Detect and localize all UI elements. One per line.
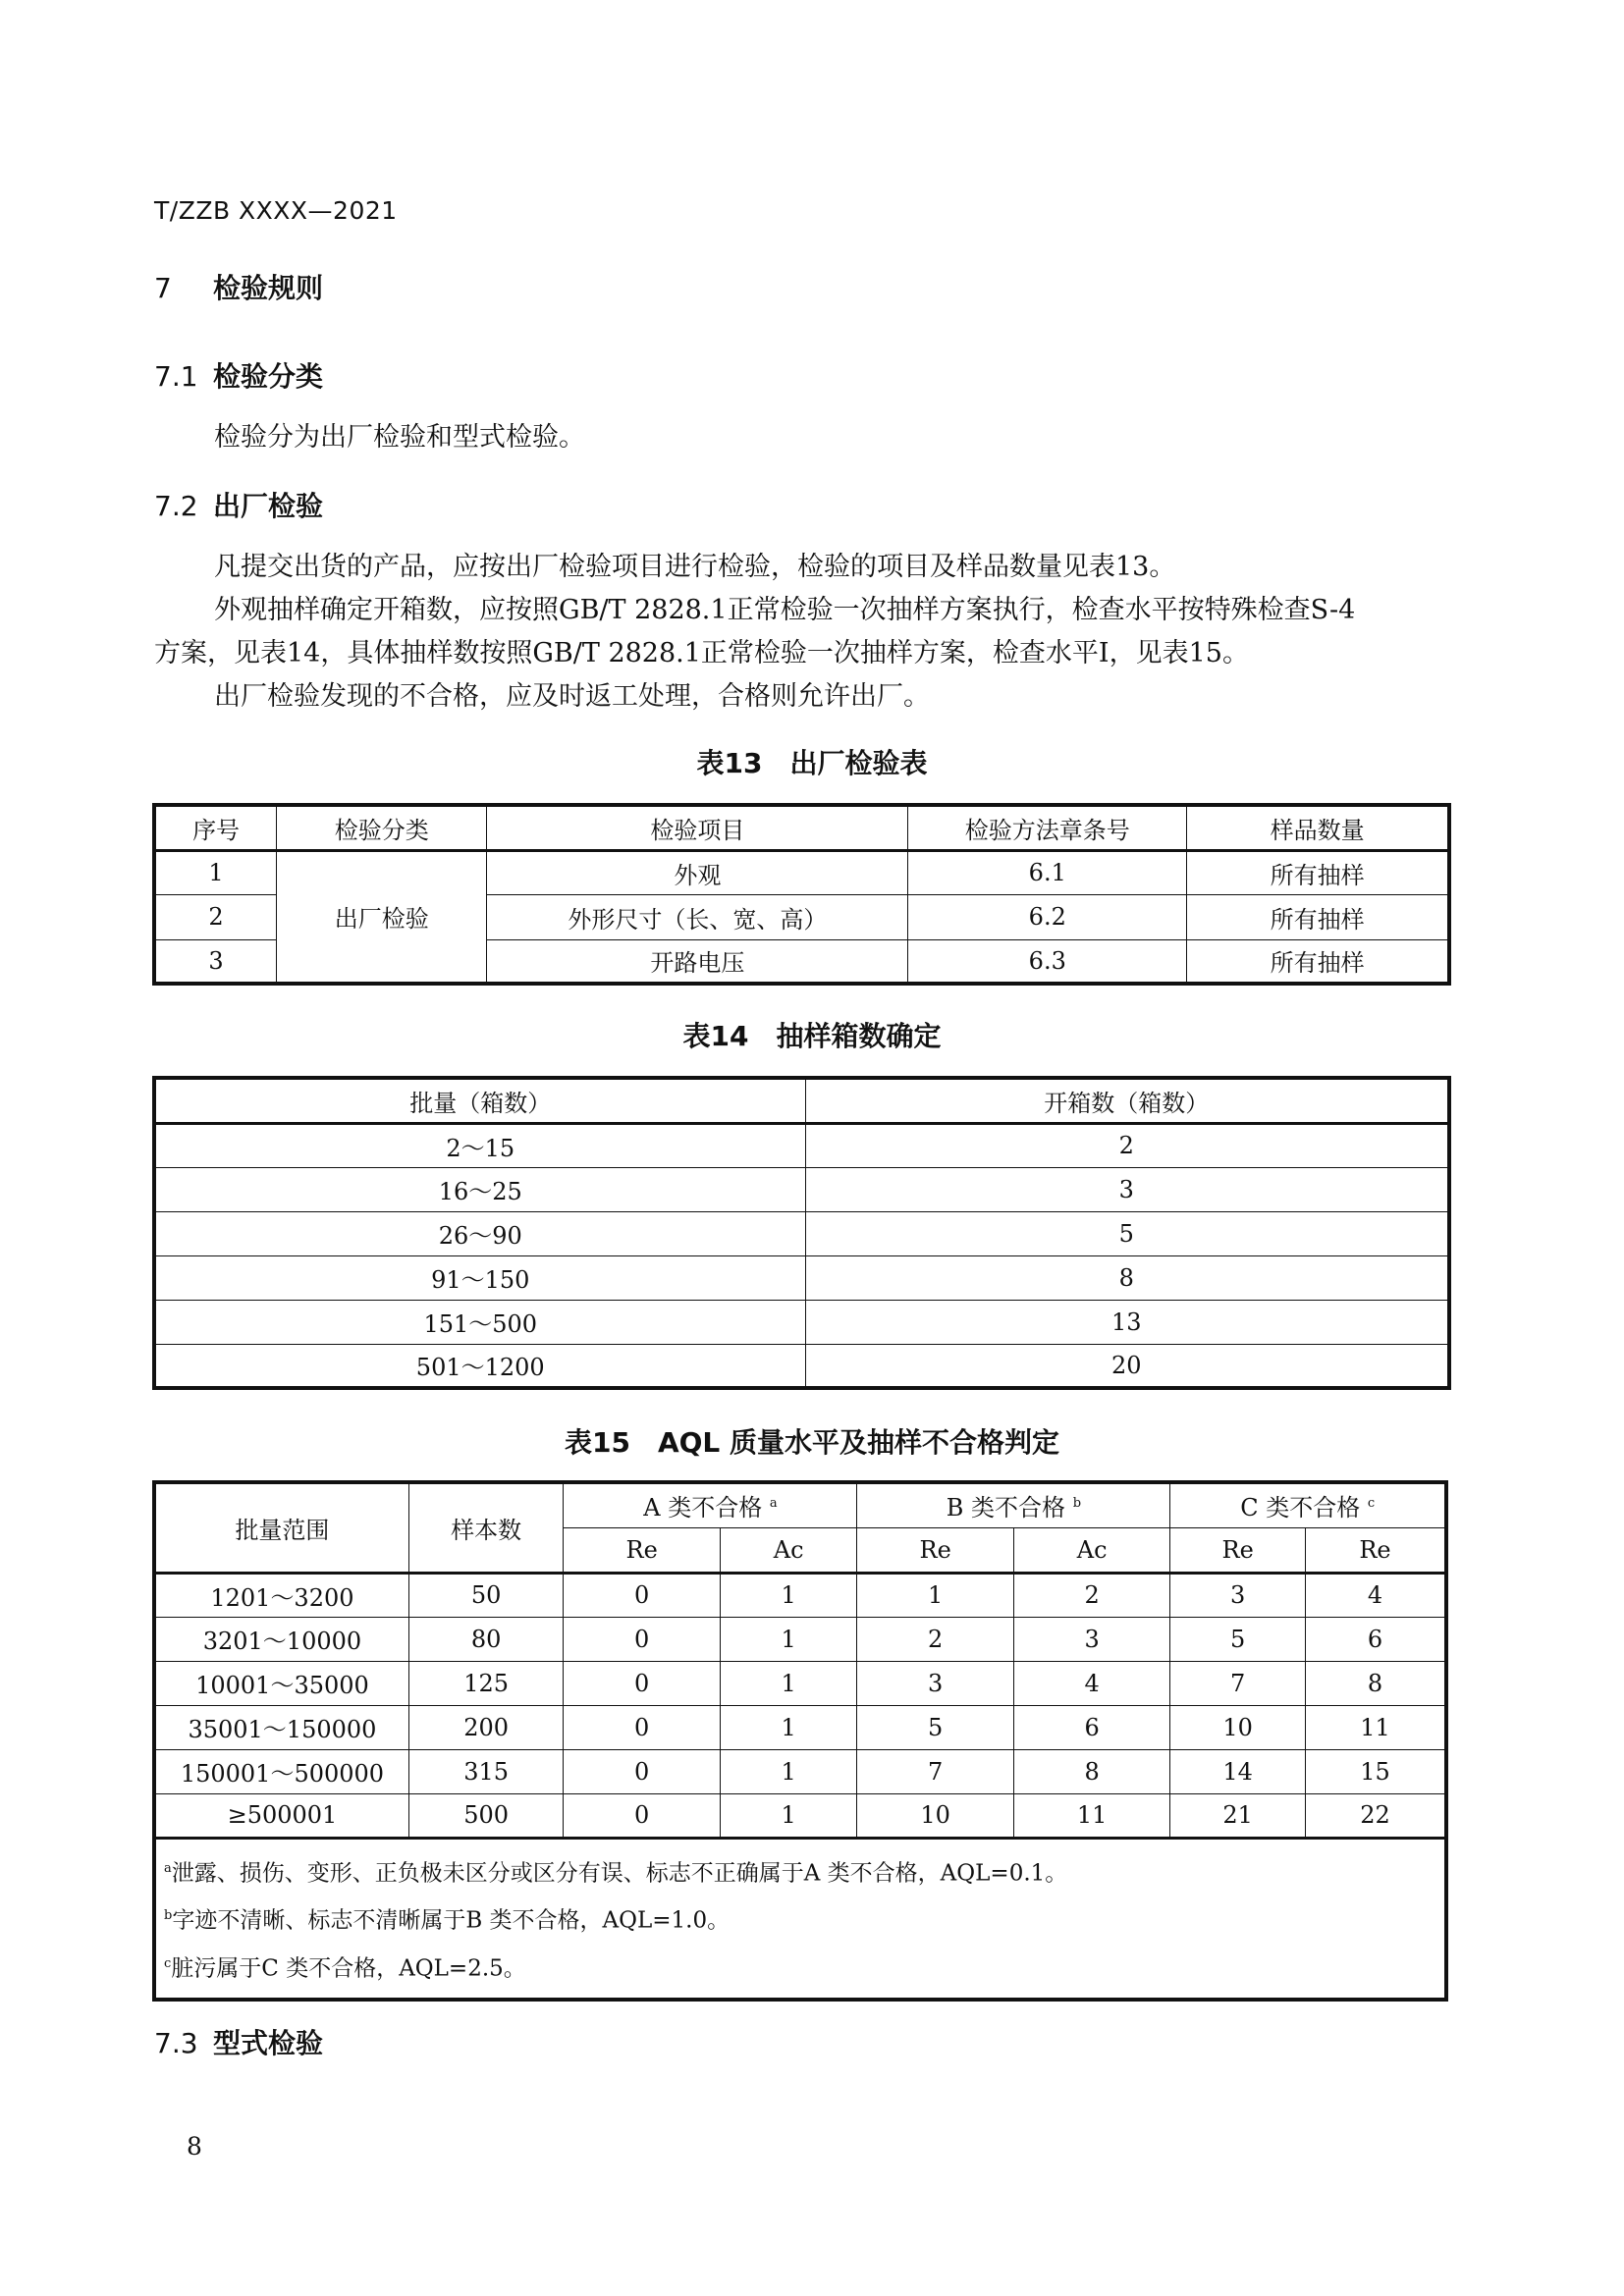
table-header-row — [154, 805, 1449, 850]
table-cell: 2 — [805, 1123, 1449, 1167]
section-number: 7.2 — [154, 490, 198, 522]
section-number: 7.1 — [154, 360, 198, 393]
table-cell: 3 — [154, 939, 277, 984]
section-7-1-heading — [154, 355, 323, 395]
table-cell: 16～25 — [154, 1167, 805, 1211]
note-text: 泄露、损伤、变形、正负极未区分或区分有误、标志不正确属于A 类不合格，AQL=0.1。 — [171, 1860, 1068, 1887]
section-7-2-paragraph-2-line-1: 外观抽样确定开箱数，应按照GB/T 2828.1正常检验一次抽样方案执行，检查水平按特殊检查S-4 — [214, 595, 1356, 625]
table-15-caption: 表15 AQL 质量水平及抽样不合格判定 — [564, 1426, 1060, 1459]
table-row — [154, 1300, 1449, 1344]
section-7-2-paragraph-3: 出厂检验发现的不合格，应及时返工处理，合格则允许出厂。 — [214, 681, 930, 712]
table-header-group-a — [564, 1482, 857, 1527]
footnote-marker: a — [164, 1860, 172, 1876]
section-title: 检验规则 — [213, 272, 324, 304]
table-row — [154, 1344, 1449, 1388]
table-row — [154, 1123, 1449, 1167]
table-cell: 3201～10000 — [154, 1617, 408, 1661]
table-cell: 6 — [1305, 1617, 1446, 1661]
table-cell: 6.3 — [908, 939, 1187, 984]
table-cell: 50 — [408, 1573, 564, 1617]
group-label: C 类不合格 — [1240, 1494, 1361, 1522]
table-cell: 0 — [564, 1573, 720, 1617]
table-row — [154, 1255, 1449, 1300]
table-cell: 2 — [857, 1617, 1013, 1661]
table-header-cell: 检验方法章条号 — [908, 805, 1187, 850]
table-note — [164, 1847, 1436, 1896]
table-cell: 1 — [720, 1793, 857, 1838]
table-cell: 所有抽样 — [1187, 894, 1449, 939]
table-cell: 11 — [1013, 1793, 1169, 1838]
table-cell: 2 — [154, 894, 277, 939]
table-header-cell: 检验分类 — [277, 805, 487, 850]
table-cell: 1201～3200 — [154, 1573, 408, 1617]
section-7-3-heading — [154, 2022, 323, 2061]
table-subheader-cell: Re — [1305, 1527, 1446, 1573]
table-cell: 315 — [408, 1749, 564, 1793]
table-header-row — [154, 1482, 1446, 1527]
table-header-cell: 检验项目 — [487, 805, 908, 850]
table-cell: 125 — [408, 1661, 564, 1705]
table-notes-cell — [154, 1838, 1446, 2000]
table-row — [154, 850, 1449, 894]
table-row — [154, 1617, 1446, 1661]
table-cell: 35001～150000 — [154, 1705, 408, 1749]
table-cell-category: 出厂检验 — [277, 850, 487, 984]
table-cell: 所有抽样 — [1187, 939, 1449, 984]
table-cell: 3 — [1013, 1617, 1169, 1661]
table-cell: 5 — [857, 1705, 1013, 1749]
section-7-heading — [154, 267, 323, 306]
group-label: A 类不合格 — [643, 1494, 763, 1522]
table-cell: 11 — [1305, 1705, 1446, 1749]
table-cell: 0 — [564, 1749, 720, 1793]
table-row — [154, 1573, 1446, 1617]
group-label: B 类不合格 — [946, 1494, 1066, 1522]
section-title: 检验分类 — [213, 360, 324, 393]
table-cell: 2～15 — [154, 1123, 805, 1167]
table-cell: 10001～35000 — [154, 1661, 408, 1705]
section-7-1-paragraph: 检验分为出厂检验和型式检验。 — [214, 422, 585, 453]
table-cell: 6.2 — [908, 894, 1187, 939]
table-cell: 91～150 — [154, 1255, 805, 1300]
page-number: 8 — [187, 2132, 202, 2161]
table-cell: 8 — [805, 1255, 1449, 1300]
section-7-2-paragraph-1: 凡提交出货的产品，应按出厂检验项目进行检验，检验的项目及样品数量见表13。 — [214, 552, 1176, 582]
table-cell: 5 — [1170, 1617, 1306, 1661]
table-cell: 200 — [408, 1705, 564, 1749]
table-cell: 0 — [564, 1705, 720, 1749]
section-number: 7.3 — [154, 2027, 198, 2059]
table-13-caption: 表13 出厂检验表 — [696, 747, 928, 779]
table-header-cell: 序号 — [154, 805, 277, 850]
table-cell: 500 — [408, 1793, 564, 1838]
note-text: 脏污属于C 类不合格，AQL=2.5。 — [171, 1955, 526, 1982]
section-7-2-heading — [154, 485, 323, 524]
table-cell: 80 — [408, 1617, 564, 1661]
table-cell: 8 — [1013, 1749, 1169, 1793]
table-cell: 2 — [1013, 1573, 1169, 1617]
table-cell: 3 — [857, 1661, 1013, 1705]
section-title: 出厂检验 — [213, 490, 324, 522]
table-note — [164, 1943, 1436, 1991]
note-text: 字迹不清晰、标志不清晰属于B 类不合格，AQL=1.0。 — [172, 1907, 731, 1934]
table-14-caption: 表14 抽样箱数确定 — [682, 1020, 942, 1052]
table-cell: 3 — [805, 1167, 1449, 1211]
table-cell: 7 — [1170, 1661, 1306, 1705]
table-cell: 4 — [1013, 1661, 1169, 1705]
table-cell: 0 — [564, 1661, 720, 1705]
footnote-marker: c — [1367, 1496, 1376, 1512]
table-cell: 所有抽样 — [1187, 850, 1449, 894]
table-cell: 1 — [720, 1617, 857, 1661]
table-cell: 15 — [1305, 1749, 1446, 1793]
table-header-cell: 样品数量 — [1187, 805, 1449, 850]
table-cell: 22 — [1305, 1793, 1446, 1838]
table-14 — [152, 1076, 1451, 1390]
table-header-group-c — [1170, 1482, 1446, 1527]
table-cell: 10 — [1170, 1705, 1306, 1749]
table-cell: 3 — [1170, 1573, 1306, 1617]
table-row — [154, 1793, 1446, 1838]
table-subheader-cell: Ac — [720, 1527, 857, 1573]
table-cell: 14 — [1170, 1749, 1306, 1793]
table-row — [154, 1749, 1446, 1793]
footnote-marker: b — [1072, 1496, 1082, 1512]
table-cell: 1 — [720, 1573, 857, 1617]
footnote-marker: c — [164, 1955, 172, 1971]
table-cell: 1 — [720, 1661, 857, 1705]
table-15 — [152, 1480, 1448, 2002]
footnote-marker: b — [164, 1908, 173, 1924]
table-row — [154, 1167, 1449, 1211]
table-cell: 开路电压 — [487, 939, 908, 984]
table-cell: 501～1200 — [154, 1344, 805, 1388]
table-cell: 0 — [564, 1617, 720, 1661]
table-cell: 1 — [857, 1573, 1013, 1617]
table-cell: 0 — [564, 1793, 720, 1838]
table-cell: 6.1 — [908, 850, 1187, 894]
table-cell: 13 — [805, 1300, 1449, 1344]
table-header-row — [154, 1078, 1449, 1123]
table-cell: 10 — [857, 1793, 1013, 1838]
table-cell: 外观 — [487, 850, 908, 894]
table-cell: 21 — [1170, 1793, 1306, 1838]
table-cell: 1 — [720, 1705, 857, 1749]
table-cell: 151～500 — [154, 1300, 805, 1344]
table-cell: 1 — [154, 850, 277, 894]
table-notes-row — [154, 1838, 1446, 2000]
table-note — [164, 1895, 1436, 1943]
table-row — [154, 1211, 1449, 1255]
section-title: 型式检验 — [213, 2027, 324, 2059]
table-13 — [152, 803, 1451, 986]
table-header-cell: 批量（箱数） — [154, 1078, 805, 1123]
table-cell: 26～90 — [154, 1211, 805, 1255]
table-cell: 8 — [1305, 1661, 1446, 1705]
table-cell: 6 — [1013, 1705, 1169, 1749]
table-header-cell: 样本数 — [408, 1482, 564, 1573]
table-header-group-b — [857, 1482, 1170, 1527]
table-cell: 150001～500000 — [154, 1749, 408, 1793]
footnote-marker: a — [769, 1496, 778, 1512]
standard-header: T/ZZB XXXX—2021 — [154, 196, 398, 225]
table-cell: 5 — [805, 1211, 1449, 1255]
table-cell: 外形尺寸（长、宽、高） — [487, 894, 908, 939]
section-7-2-paragraph-2-line-2: 方案，见表14，具体抽样数按照GB/T 2828.1正常检验一次抽样方案，检查水平Ⅰ，见表15。 — [154, 638, 1249, 668]
table-subheader-cell: Re — [857, 1527, 1013, 1573]
table-row — [154, 1705, 1446, 1749]
table-cell: 4 — [1305, 1573, 1446, 1617]
table-subheader-cell: Ac — [1013, 1527, 1169, 1573]
table-header-cell: 批量范围 — [154, 1482, 408, 1573]
section-number: 7 — [154, 272, 172, 304]
table-row — [154, 1661, 1446, 1705]
table-cell: 20 — [805, 1344, 1449, 1388]
table-cell: ≥500001 — [154, 1793, 408, 1838]
table-subheader-cell: Re — [1170, 1527, 1306, 1573]
table-cell: 7 — [857, 1749, 1013, 1793]
table-cell: 1 — [720, 1749, 857, 1793]
table-subheader-cell: Re — [564, 1527, 720, 1573]
table-header-cell: 开箱数（箱数） — [805, 1078, 1449, 1123]
